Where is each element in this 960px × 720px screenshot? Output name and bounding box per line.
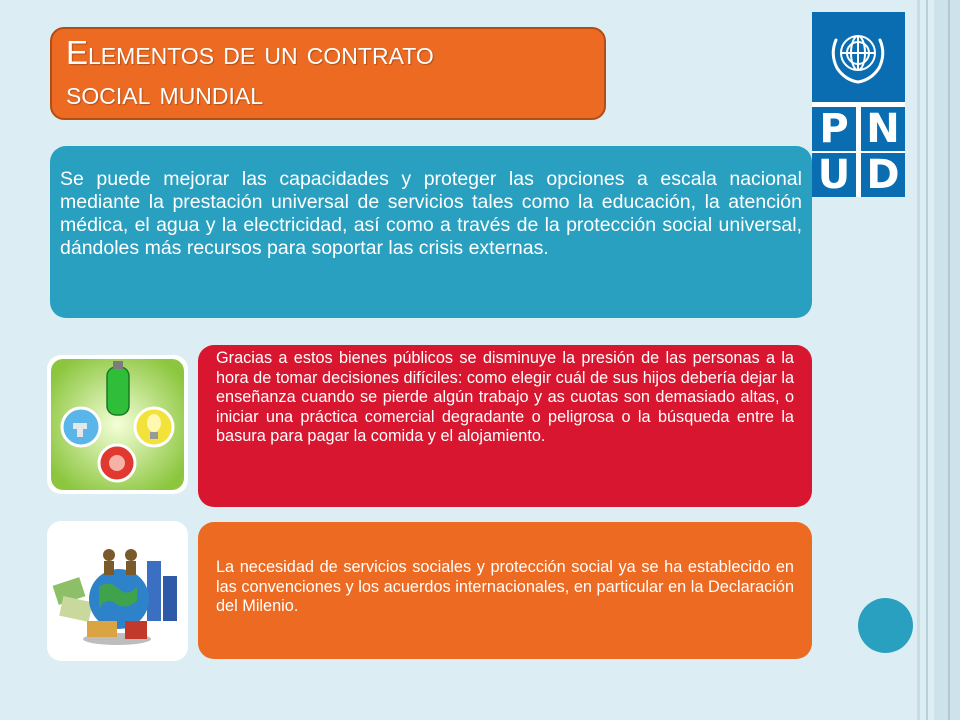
decorative-stripe [934,0,960,720]
public-services-icon [47,355,188,494]
logo-letter-p: P [812,107,856,151]
decorative-stripe [917,0,920,720]
paragraph-2: Gracias a estos bienes públicos se disminuye la presión de las personas a la hora de tomar decisiones difíciles: como elegir cuál de sus hijos debería dejar la enseñanza cuando se pierde algún trabajo y as cuotas son demasiado altas, o iniciar una práctica comercial degradante o peligrosa o la búsqueda entre la basura para pagar la comida y el alojamiento. [216,349,794,445]
slide-title [50,27,606,120]
undp-logo [812,12,905,197]
slide-title-line-2: social mundial [66,74,264,111]
logo-letter-d: D [861,153,905,197]
social-protection-image [47,521,188,661]
decorative-stripe [948,0,950,720]
public-services-image [47,355,188,494]
paragraph-box-3 [198,522,812,659]
paragraph-1: Se puede mejorar las capacidades y proteger las opciones a escala nacional mediante la prestación universal de servicios tales como la educación, la atención médica, el agua y la electricidad, así como a través de la protección social universal, dándoles más recursos para soportar las crisis externas. [60,168,802,259]
decorative-circle [858,598,913,653]
un-emblem-icon [812,12,905,102]
paragraph-3: La necesidad de servicios sociales y protección social ya se ha establecido en las convenciones y los acuerdos internacionales, en particular en la Declaración del Milenio. [216,558,794,615]
logo-letter-n: N [861,107,905,151]
paragraph-box-1 [50,146,812,318]
logo-letter-u: U [812,153,856,197]
paragraph-box-2 [198,345,812,507]
decorative-stripe [926,0,928,720]
slide-title-line-1: Elementos de un contrato [66,34,434,71]
globe-money-icon [47,521,188,661]
